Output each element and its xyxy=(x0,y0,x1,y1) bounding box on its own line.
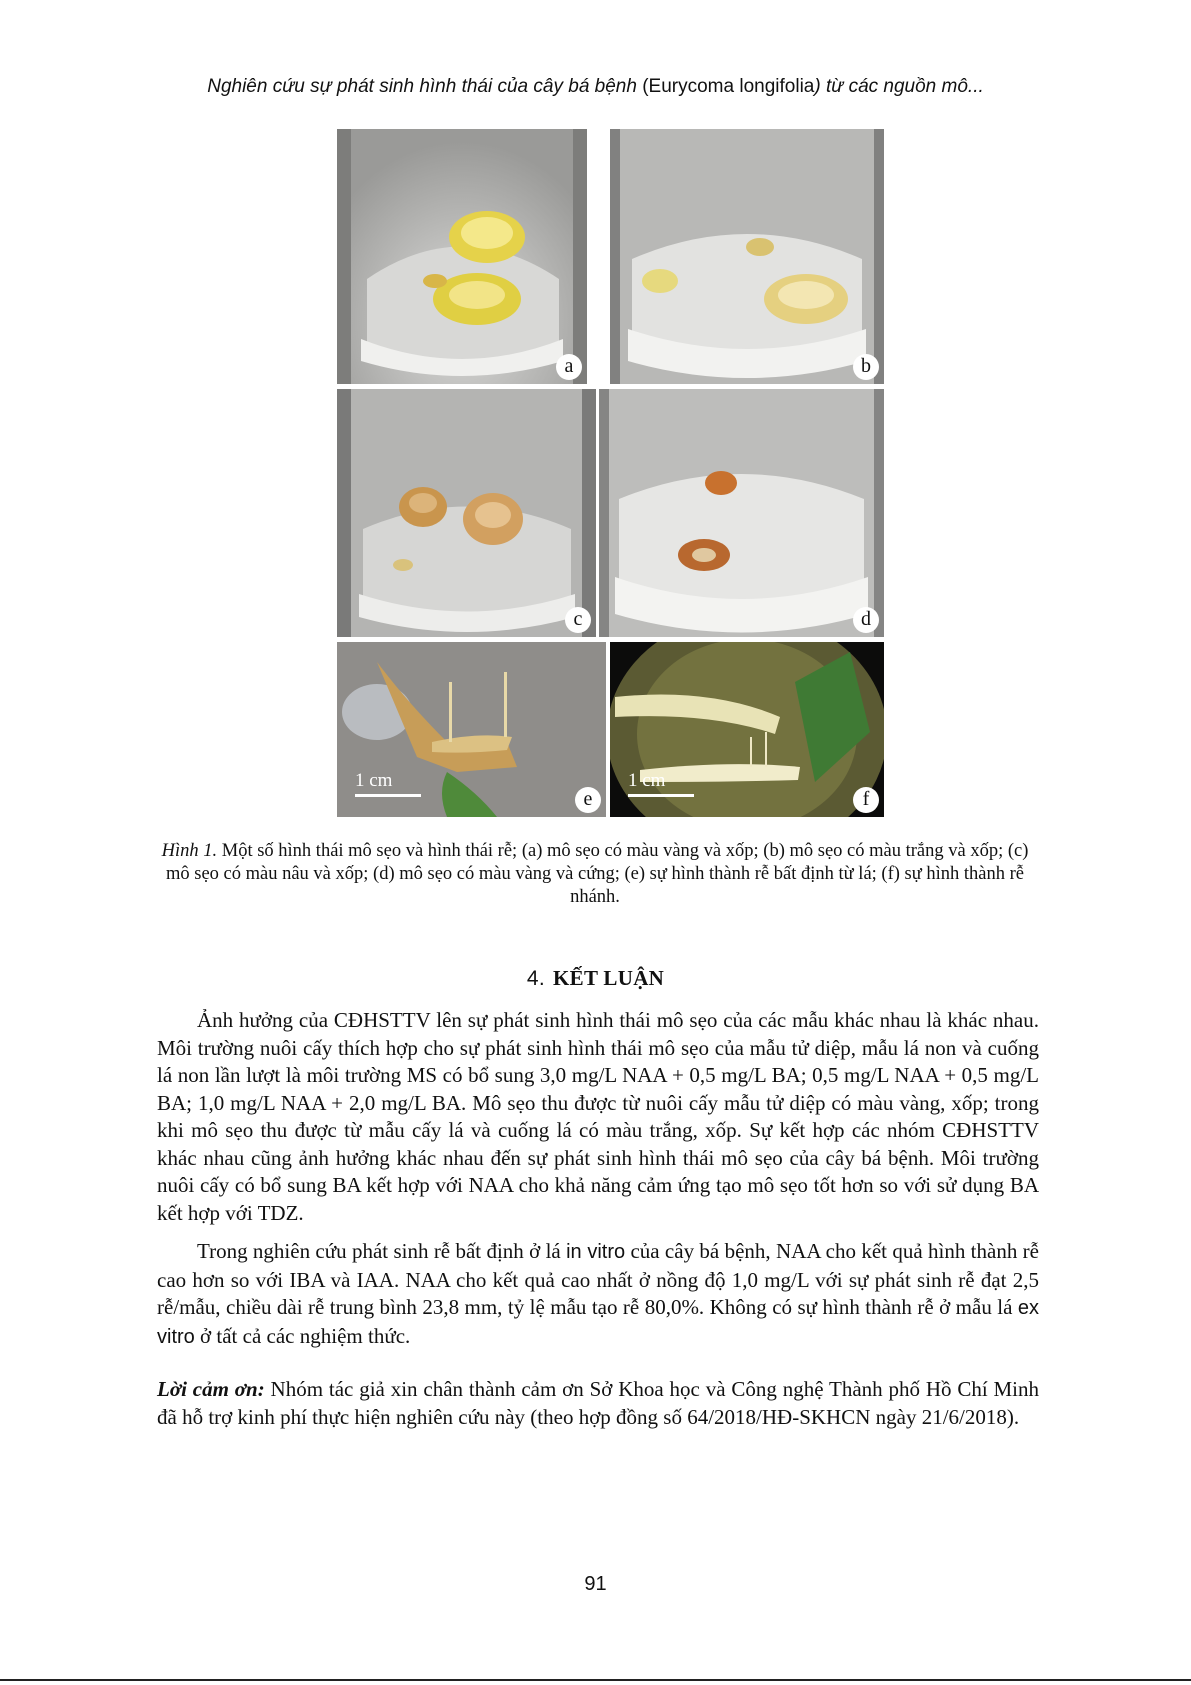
panel-a-photo xyxy=(337,129,587,384)
panel-f-scale-text: 1 cm xyxy=(628,770,666,791)
section-heading xyxy=(0,966,1191,991)
panel-b-photo xyxy=(610,129,884,384)
panel-e-label: e xyxy=(575,787,601,813)
running-header xyxy=(0,76,1191,98)
ack-text: Nhóm tác giả xin chân thành cảm ơn Sở Khoa học và Công nghệ Thành phố Hồ Chí Minh đã hỗ trợ kinh phí thực hiện nghiên cứu này (theo hợp đồng số 64/2018/HĐ-SKHCN ngày 21/6/2018). xyxy=(157,1377,1040,1429)
panel-b-label: b xyxy=(853,354,879,380)
panel-d xyxy=(599,389,884,637)
footer-rule xyxy=(0,1679,1191,1681)
section-number: 4. xyxy=(526,967,545,990)
p2-text-e: ở tất cả các nghiệm thức. xyxy=(194,1323,411,1348)
panel-c-photo xyxy=(337,389,596,637)
paragraph-2 xyxy=(157,1238,1039,1351)
panel-f-scale-bar xyxy=(628,794,694,797)
p2-text-c: của cây bá bệnh, NAA cho kết quả hình thành rễ cao hơn so với IBA và IAA. NAA cho kết quả cao nhất ở nồng độ 1,0 mg/L với sự phát sinh rễ đạt 2,5 rễ/mẫu, chiều dài rễ trung bình 23,8 mm, tỷ lệ mẫu tạo rễ 80,0%. Không có sự hình thành rễ ở mẫu lá xyxy=(157,1239,1039,1319)
caption-text: Một số hình thái mô sẹo và hình thái rễ; (a) mô sẹo có màu vàng và xốp; (b) mô sẹo có màu trắng và xốp; (c) mô sẹo có màu nâu và xốp; (d) mô sẹo có màu vàng và cứng; (e) sự hình thành rễ bất định từ lá; (f) sự hình thành rễ nhánh. xyxy=(165,841,1029,907)
panel-a-label: a xyxy=(556,354,582,380)
panel-e-scale-bar xyxy=(355,794,421,797)
ack-label: Lời cảm ơn: xyxy=(157,1377,265,1401)
panel-e-scale-text: 1 cm xyxy=(355,770,393,791)
panel-c xyxy=(337,389,596,637)
panel-f xyxy=(610,642,884,817)
p2-text-a: Trong nghiên cứu phát sinh rễ bất định ở lá xyxy=(197,1239,567,1263)
panel-d-photo xyxy=(599,389,884,637)
panel-e xyxy=(337,642,606,817)
panel-d-label: d xyxy=(853,607,879,633)
header-title-pre: Nghiên cứu sự phát sinh hình thái của cây bá bệnh xyxy=(207,76,643,97)
panel-a xyxy=(337,129,587,384)
panel-f-label: f xyxy=(853,787,879,813)
header-species: (Eurycoma longifolia xyxy=(642,76,815,97)
acknowledgement xyxy=(157,1376,1039,1431)
page-number: 91 xyxy=(584,1573,607,1595)
figure-caption xyxy=(150,840,1040,909)
caption-label: Hình 1. xyxy=(161,841,218,861)
figure-1 xyxy=(337,129,884,817)
panel-f-scale xyxy=(628,770,694,797)
panel-c-label: c xyxy=(565,607,591,633)
panel-e-scale xyxy=(355,770,421,797)
paragraph-1: Ảnh hưởng của CĐHSTTV lên sự phát sinh hình thái mô sẹo của các mẫu khác nhau là khác nhau. Môi trường nuôi cấy thích hợp cho sự phát sinh hình thái mô sẹo của mẫu tử diệp, mẫu lá non và cuống lá non lần lượt là môi trường MS có bổ sung 3,0 mg/L NAA + 0,5 mg/L BA; 0,5 mg/L NAA + 0,5 mg/L BA; 1,0 mg/L NAA + 2,0 mg/L BA. Mô sẹo thu được từ nuôi cấy mẫu tử diệp có màu vàng, xốp; trong khi mô sẹo thu được từ mẫu cấy lá và cuống lá có màu trắng, xốp. Sự kết hợp các nhóm CĐHSTTV khác nhau cũng ảnh hưởng khác nhau đến sự phát sinh hình thái mô sẹo của cây bá bệnh. Môi trường nuôi cấy có bổ sung BA kết hợp với NAA cho khả năng cảm ứng tạo mô sẹo tốt hơn so với sử dụng BA kết hợp với TDZ. xyxy=(157,1008,1039,1225)
p2-ex-vitro: ex vitro xyxy=(157,1297,1039,1348)
panel-b xyxy=(610,129,884,384)
section-title-text: KẾT LUẬN xyxy=(553,966,665,990)
header-title-post: ) từ các nguồn mô... xyxy=(814,76,984,97)
p2-in-vitro: in vitro xyxy=(566,1241,626,1263)
